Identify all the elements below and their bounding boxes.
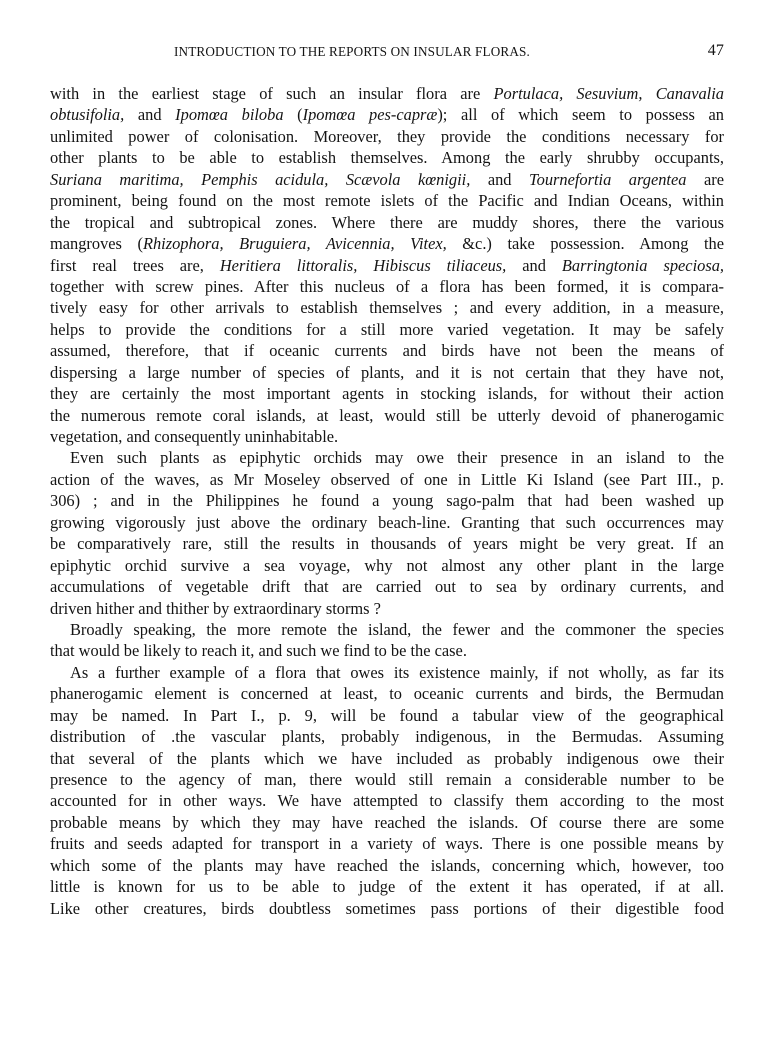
text-run: accumulations of vegetable drift that are carried out to sea by ordinary currents, and xyxy=(50,577,724,597)
body-text xyxy=(50,83,724,919)
text-run: which some of the plants may have reached the islands, concerning which, however, too xyxy=(50,855,724,875)
text-run: and xyxy=(124,105,176,125)
text-line xyxy=(50,855,724,876)
text-line xyxy=(50,898,724,919)
page-number: 47 xyxy=(707,42,724,59)
text-run: accounted for in other ways. We have attempted to classify them according to the most xyxy=(50,791,724,811)
text-run: assumed, therefore, that if oceanic currents and birds have not been the means of xyxy=(50,341,724,361)
text-line xyxy=(50,683,724,704)
text-line xyxy=(50,147,724,168)
italic-taxon-run: Portulaca, Sesuvium, Canavalia xyxy=(493,84,724,103)
text-run: helps to provide the conditions for a still more varied vegetation. It may be safely xyxy=(50,319,724,339)
text-line xyxy=(50,640,724,661)
text-run: unlimited power of colonisation. Moreover, they provide the conditions necessary for xyxy=(50,126,724,146)
italic-taxon-run: Ipomœa pes-capræ xyxy=(302,105,438,125)
text-run: little is known for us to be able to judge of the extent it has operated, if at all. xyxy=(50,877,724,897)
text-line xyxy=(50,576,724,597)
text-run: the numerous remote coral islands, at least, would still be utterly devoid of phanerogamic xyxy=(50,405,724,425)
text-line xyxy=(50,469,724,490)
text-line xyxy=(50,769,724,790)
text-line xyxy=(50,533,724,554)
text-line xyxy=(50,297,724,318)
italic-taxon-run: Barringtonia speciosa, xyxy=(561,255,724,275)
text-run: distribution of .the vascular plants, probably indigenous, in the Bermudas. Assuming xyxy=(50,727,724,747)
text-line xyxy=(50,405,724,426)
text-run: that several of the plants which we have included as probably indigenous owe their xyxy=(50,748,724,768)
text-line xyxy=(50,812,724,833)
text-line xyxy=(50,876,724,897)
text-line xyxy=(50,555,724,576)
text-line xyxy=(50,705,724,726)
text-line xyxy=(50,362,724,383)
text-line xyxy=(50,319,724,340)
text-run: may be named. In Part I., p. 9, will be found a tabular view of the geographical xyxy=(50,705,724,725)
text-run: presence to the agency of man, there would still remain a considerable number to be xyxy=(50,770,724,789)
text-run: tively easy for other arrivals to establish themselves ; and every addition, in a measure, xyxy=(50,298,724,318)
italic-taxon-run: Tournefortia argentea xyxy=(529,169,687,189)
text-line xyxy=(50,833,724,854)
text-run: mangroves ( xyxy=(50,234,143,254)
text-run: ( xyxy=(283,105,303,125)
paragraph-first-line xyxy=(50,447,724,468)
text-run: As a further example of a flora that owes its existence mainly, if not wholly, as far its xyxy=(70,662,724,682)
text-line xyxy=(50,383,724,404)
text-run: probable means by which they may have reached the islands. Of course there are some xyxy=(50,812,724,832)
text-line xyxy=(50,126,724,147)
text-run: &c.) take possession. Among the xyxy=(446,234,724,254)
text-line xyxy=(50,426,724,447)
text-run: be comparatively rare, still the results in thousands of years might be very great. If an xyxy=(50,534,724,554)
text-run: driven hither and thither by extraordinary storms ? xyxy=(50,598,381,618)
paragraph-first-line xyxy=(50,662,724,683)
italic-taxon-run: Heritiera littoralis, Hibiscus tiliaceus, xyxy=(219,255,507,275)
text-run: first real trees are, xyxy=(50,255,220,275)
text-line xyxy=(50,748,724,769)
text-line xyxy=(50,512,724,533)
italic-taxon-run: Suriana maritima, Pemphis acidula, Scævola kœnigii, xyxy=(50,169,471,189)
text-line xyxy=(50,726,724,747)
text-line xyxy=(50,340,724,361)
text-run: epiphytic orchid survive a sea voyage, why not almost any other plant in the large xyxy=(50,555,724,575)
text-run: other plants to be able to establish themselves. Among the early shrubby occupants, xyxy=(50,148,724,168)
italic-taxon-run: obtusifolia, xyxy=(50,105,125,125)
text-run: and xyxy=(470,169,530,189)
text-run: prominent, being found on the most remote islets of the Pacific and Indian Oceans, within xyxy=(50,191,724,211)
text-line xyxy=(50,169,724,190)
text-run: vegetation, and consequently uninhabitable. xyxy=(50,427,339,446)
text-run: growing vigorously just above the ordinary beach-line. Granting that such occurrences may xyxy=(50,512,724,532)
text-run: Even such plants as epiphytic orchids may owe their presence in an island to the xyxy=(70,448,724,468)
text-run: that would be likely to reach it, and such we find to be the case. xyxy=(50,641,467,661)
text-run: Like other creatures, birds doubtless sometimes pass portions of their digestible food xyxy=(50,898,724,918)
italic-taxon-run: Rhizophora, Bruguiera, Avicennia, Vitex, xyxy=(142,234,447,254)
text-run: Broadly speaking, the more remote the island, the fewer and the commoner the species xyxy=(70,619,724,639)
text-run: ); all of which seem to possess an xyxy=(437,105,724,125)
running-head xyxy=(50,44,724,64)
text-run: they are certainly the most important agents in stocking islands, for without their action xyxy=(50,384,724,404)
paragraph-first-line xyxy=(50,619,724,640)
text-line xyxy=(50,104,724,125)
text-line xyxy=(50,790,724,811)
text-run: together with screw pines. After this nucleus of a flora has been formed, it is compara- xyxy=(50,276,724,296)
text-line xyxy=(50,490,724,511)
text-line xyxy=(50,83,724,104)
text-run: 306) ; and in the Philippines he found a young sago-palm that had been washed up xyxy=(50,491,724,511)
text-run: are xyxy=(686,169,724,189)
text-line xyxy=(50,276,724,297)
text-line xyxy=(50,233,724,254)
running-title: INTRODUCTION TO THE REPORTS ON INSULAR FLORAS. xyxy=(174,44,530,59)
italic-taxon-run: Ipomœa biloba xyxy=(175,105,284,125)
text-run: fruits and seeds adapted for transport in a variety of ways. There is one possible means by xyxy=(50,834,724,854)
text-run: with in the earliest stage of such an insular flora are xyxy=(50,84,494,103)
text-line xyxy=(50,190,724,211)
text-run: the tropical and subtropical zones. Where there are muddy shores, there the various xyxy=(50,212,724,232)
text-run: and xyxy=(506,255,562,275)
text-line xyxy=(50,212,724,233)
text-line xyxy=(50,598,724,619)
text-run: action of the waves, as Mr Moseley observed of one in Little Ki Island (see Part III., p. xyxy=(50,469,724,489)
text-run: dispersing a large number of species of plants, and it is not certain that they have not, xyxy=(50,362,724,382)
text-line xyxy=(50,255,724,276)
text-run: phanerogamic element is concerned at least, to oceanic currents and birds, the Bermudan xyxy=(50,684,724,704)
